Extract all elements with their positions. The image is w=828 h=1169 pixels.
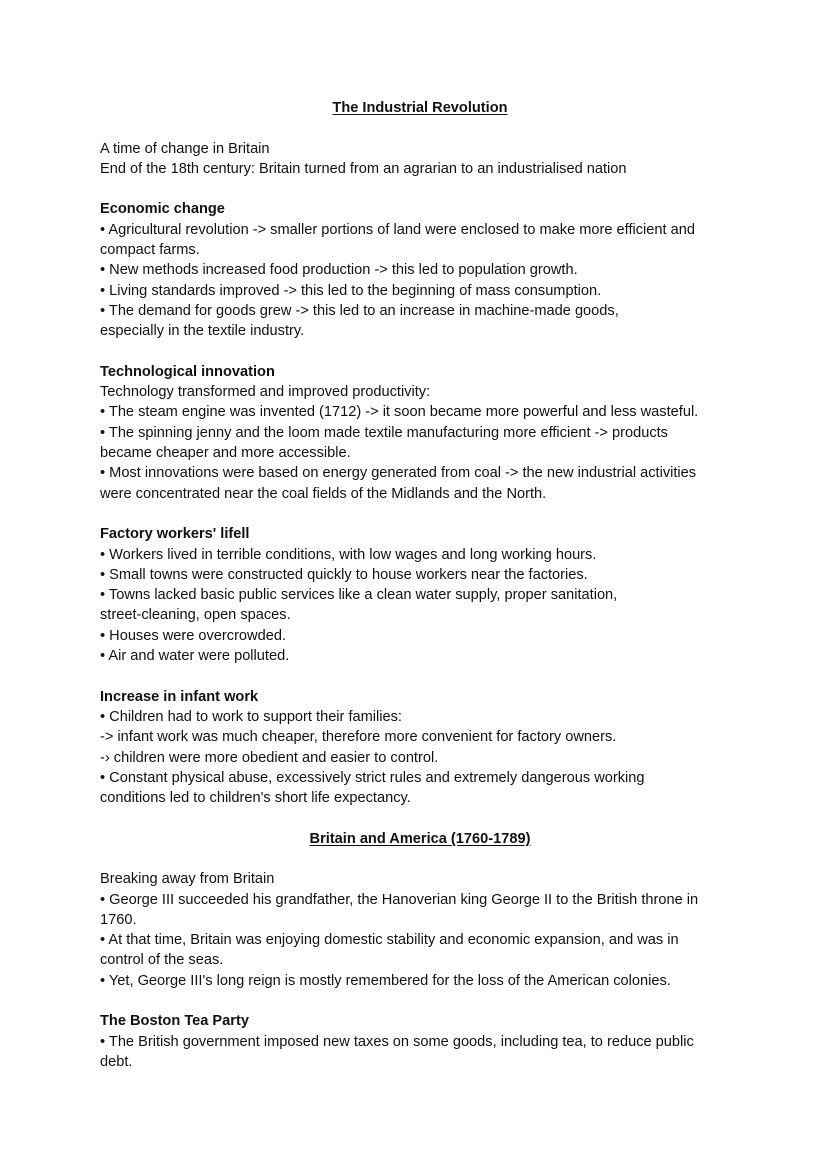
spacer	[100, 118, 740, 138]
factory-line: • Workers lived in terrible conditions, with low wages and long working hours.	[100, 546, 597, 563]
breaking-line: • Yet, George III's long reign is mostly remembered for the loss of the American colonies.	[100, 972, 671, 989]
infant-line: • Constant physical abuse, excessively strict rules and extremely dangerous working	[100, 769, 645, 786]
infant-line: conditions led to children's short life expectancy.	[100, 790, 411, 807]
boston-line: debt.	[100, 1053, 133, 1070]
spacer	[100, 808, 740, 828]
boston-line: • The British government imposed new taxes on some goods, including tea, to reduce public	[100, 1033, 694, 1050]
factory-line: • Houses were overcrowded.	[100, 627, 286, 644]
breaking-line: control of the seas.	[100, 952, 224, 969]
intro-line: End of the 18th century: Britain turned from an agrarian to an industrialised nation	[100, 160, 627, 177]
economic-line: • Agricultural revolution -> smaller portions of land were enclosed to make more efficient and	[100, 221, 695, 238]
section-heading-factory: Factory workers' lifell	[100, 526, 250, 543]
factory-line: • Small towns were constructed quickly to house workers near the factories.	[100, 566, 588, 583]
section-heading-boston: The Boston Tea Party	[100, 1013, 249, 1030]
infant-line: -> infant work was much cheaper, therefore more convenient for factory owners.	[100, 729, 617, 746]
intro-line: A time of change in Britain	[100, 140, 270, 157]
factory-line: • Air and water were polluted.	[100, 648, 290, 665]
section-title-britain-america: Britain and America (1760-1789)	[309, 830, 531, 847]
economic-line: • New methods increased food production -> this led to population growth.	[100, 262, 578, 279]
economic-line: • The demand for goods grew -> this led to an increase in machine-made goods,	[100, 302, 619, 319]
spacer	[100, 504, 740, 524]
economic-line: compact farms.	[100, 242, 200, 259]
spacer	[100, 179, 740, 199]
technological-line: • Most innovations were based on energy generated from coal -> the new industrial activities	[100, 465, 697, 482]
economic-line: especially in the textile industry.	[100, 323, 305, 340]
technological-line: • The spinning jenny and the loom made textile manufacturing more efficient -> products	[100, 424, 668, 441]
section-heading-infant: Increase in infant work	[100, 688, 259, 705]
factory-line: • Towns lacked basic public services like a clean water supply, proper sanitation,	[100, 587, 618, 604]
technological-line: • The steam engine was invented (1712) -> it soon became more powerful and less wasteful.	[100, 404, 699, 421]
infant-line: • Children had to work to support their families:	[100, 708, 402, 725]
breaking-line: 1760.	[100, 911, 137, 928]
technological-line: Technology transformed and improved productivity:	[100, 384, 431, 401]
breaking-line: • George III succeeded his grandfather, the Hanoverian king George II to the British throne in	[100, 891, 699, 908]
document-page	[100, 98, 740, 1072]
spacer	[100, 666, 740, 686]
spacer	[100, 991, 740, 1011]
section-heading-economic: Economic change	[100, 201, 225, 218]
technological-line: were concentrated near the coal fields of the Midlands and the North.	[100, 485, 547, 502]
spacer	[100, 342, 740, 362]
technological-line: became cheaper and more accessible.	[100, 445, 351, 462]
factory-line: street-cleaning, open spaces.	[100, 607, 291, 624]
breaking-line: • At that time, Britain was enjoying domestic stability and economic expansion, and was in	[100, 932, 679, 949]
economic-line: • Living standards improved -> this led to the beginning of mass consumption.	[100, 282, 602, 299]
section-heading-technological: Technological innovation	[100, 363, 275, 380]
spacer	[100, 849, 740, 869]
page-title: The Industrial Revolution	[332, 100, 508, 116]
infant-line: -› children were more obedient and easier to control.	[100, 749, 439, 766]
breaking-line: Breaking away from Britain	[100, 871, 275, 888]
